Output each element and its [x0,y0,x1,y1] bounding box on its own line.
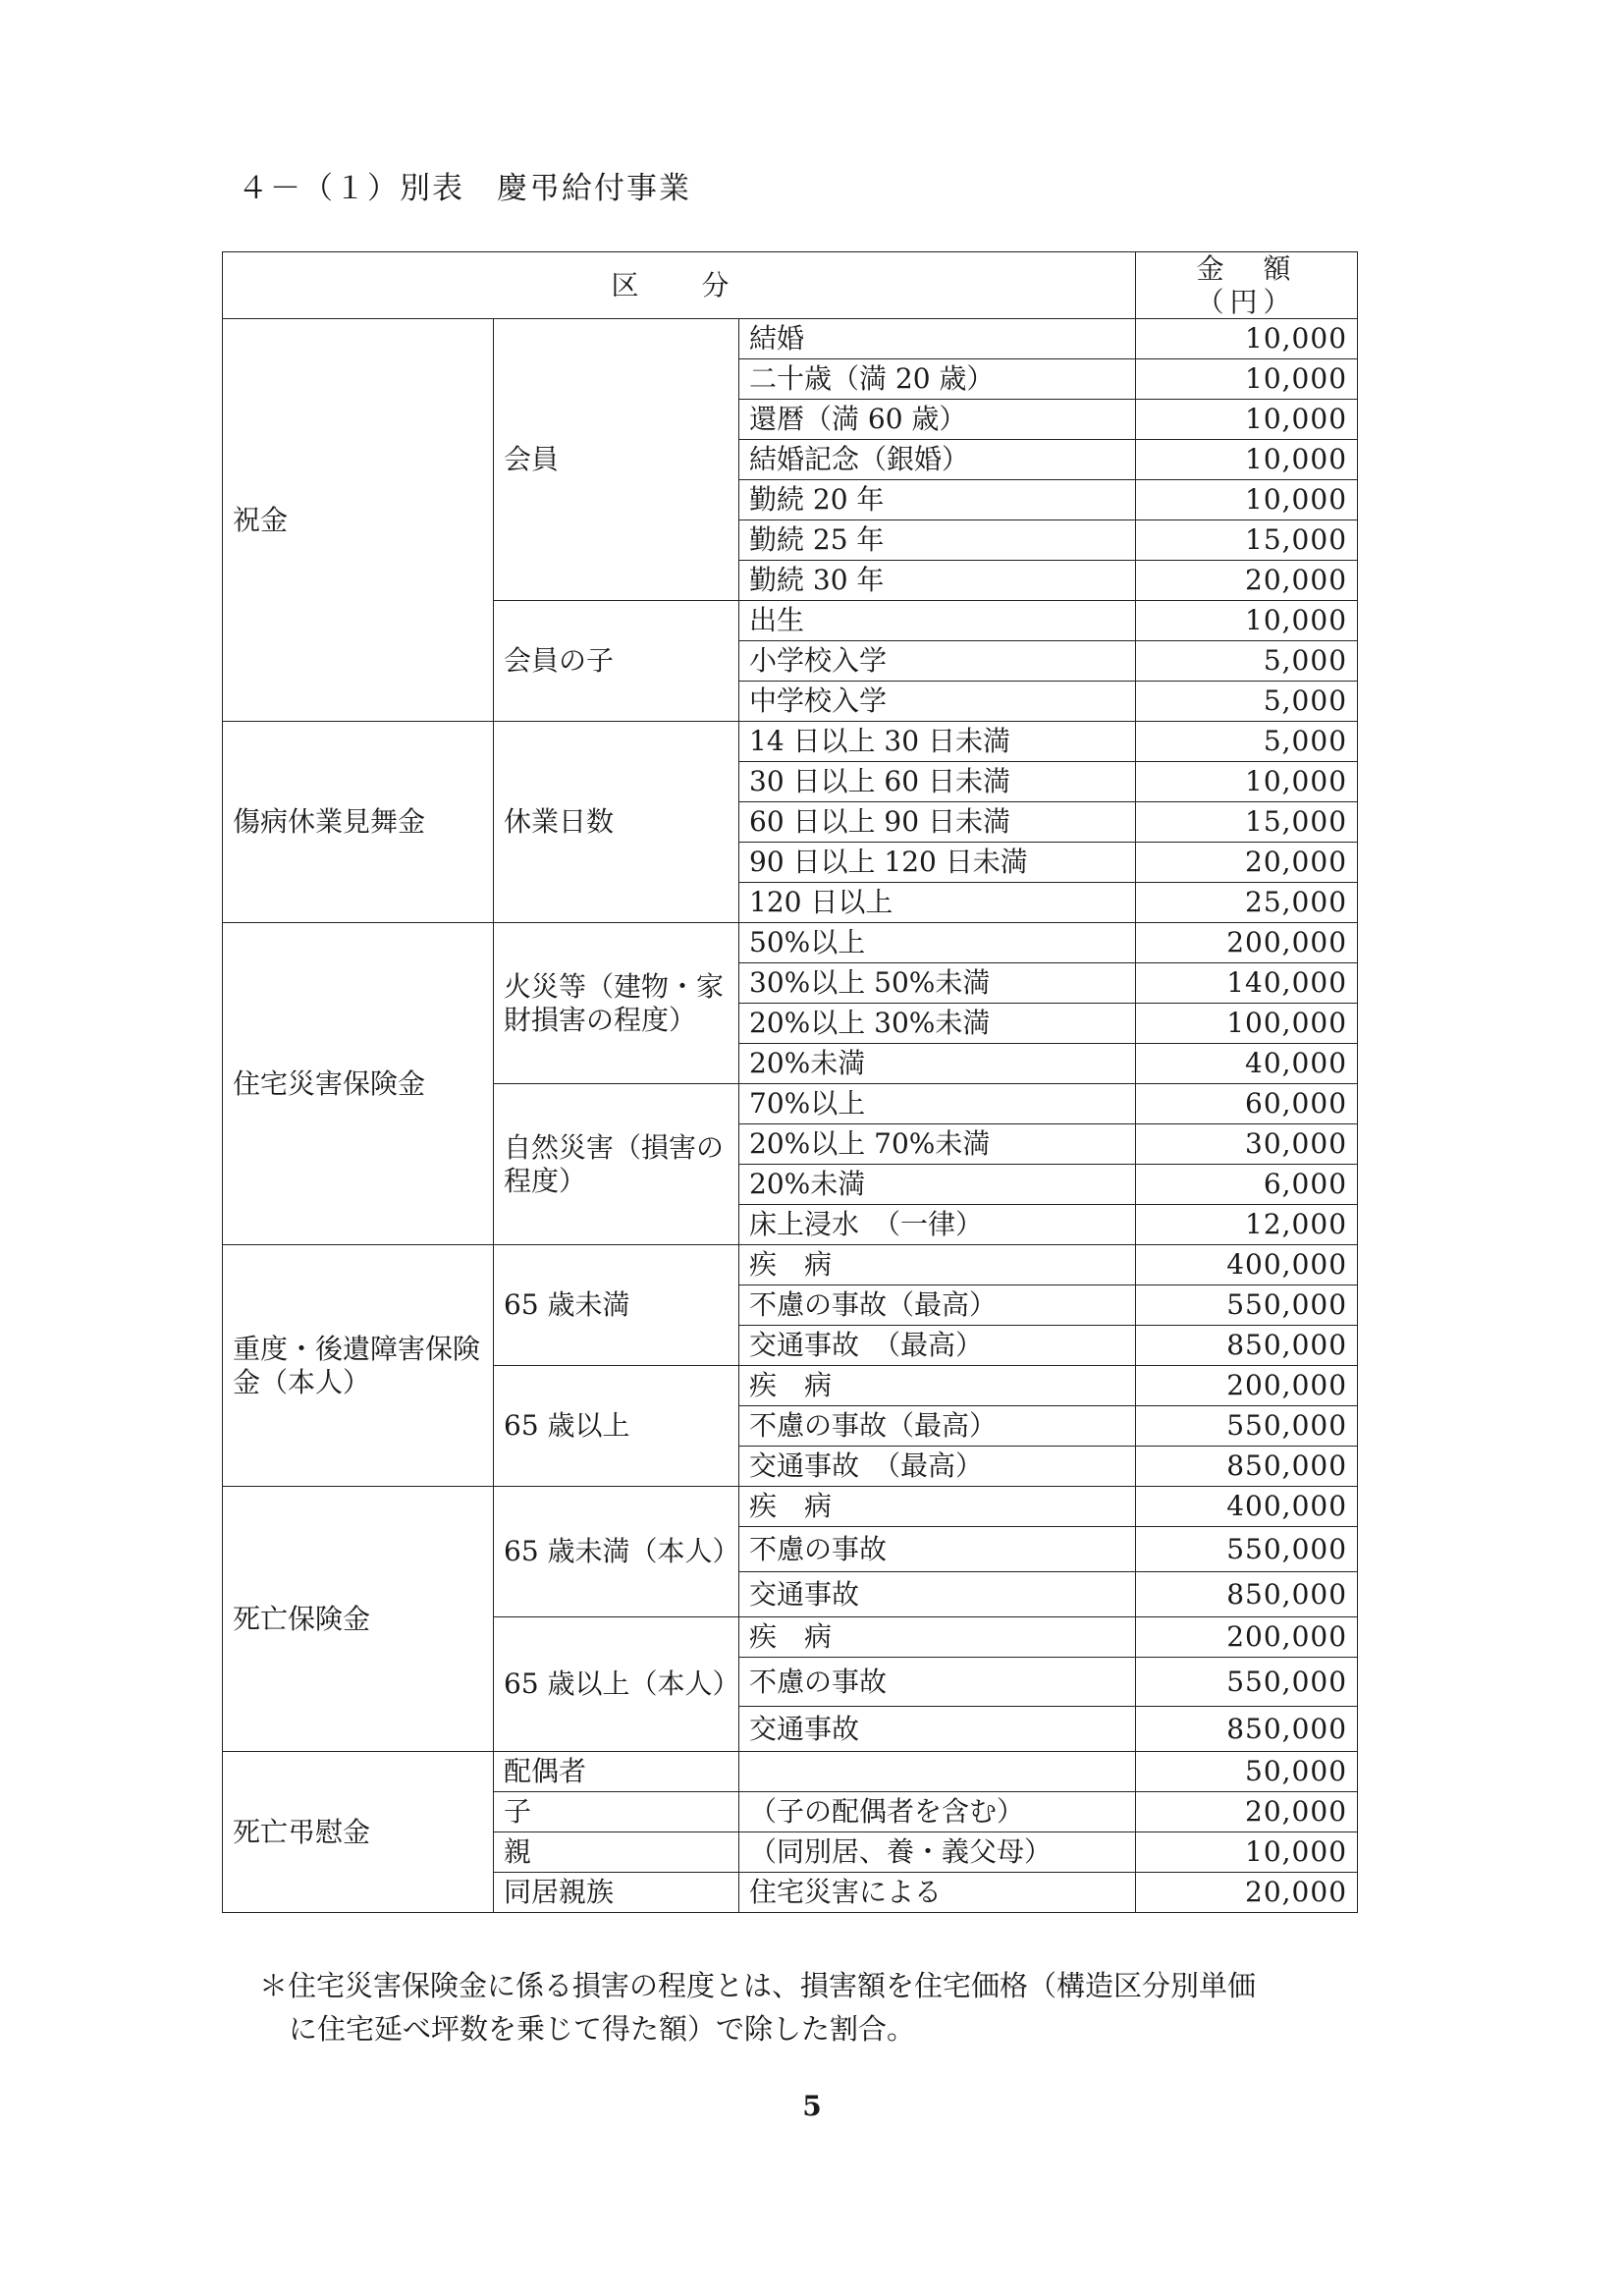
item-cell: 交通事故 [739,1707,1136,1752]
subcategory-cell: 自然災害（損害の程度） [494,1084,739,1245]
amount-cell: 50,000 [1136,1752,1358,1792]
item-cell: 20%未満 [739,1044,1136,1084]
subcategory-cell: 同居親族 [494,1873,739,1913]
amount-cell: 30,000 [1136,1124,1358,1165]
amount-cell: 25,000 [1136,883,1358,923]
amount-cell: 10,000 [1136,319,1358,359]
amount-cell: 20,000 [1136,1792,1358,1832]
subcategory-cell: 子 [494,1792,739,1832]
amount-cell: 40,000 [1136,1044,1358,1084]
amount-cell: 10,000 [1136,480,1358,520]
amount-cell: 60,000 [1136,1084,1358,1124]
item-cell: （同別居、養・義父母） [739,1832,1136,1873]
subcategory-cell: 会員 [494,319,739,601]
item-cell: 勤続 30 年 [739,561,1136,601]
item-cell: 90 日以上 120 日未満 [739,843,1136,883]
amount-cell: 10,000 [1136,359,1358,400]
category-cell: 重度・後遺障害保険金（本人） [223,1245,494,1487]
item-cell: 疾 病 [739,1617,1136,1658]
item-cell: 20%以上 30%未満 [739,1004,1136,1044]
table-row [223,1487,1358,1527]
amount-cell: 850,000 [1136,1326,1358,1366]
category-cell: 死亡弔慰金 [223,1752,494,1913]
amount-cell: 10,000 [1136,400,1358,440]
item-cell: 疾 病 [739,1487,1136,1527]
subcategory-cell: 65 歳未満（本人） [494,1487,739,1617]
amount-cell: 20,000 [1136,561,1358,601]
item-cell: 20%以上 70%未満 [739,1124,1136,1165]
table-row [223,923,1358,963]
item-cell: 20%未満 [739,1165,1136,1205]
amount-cell: 550,000 [1136,1527,1358,1572]
subcategory-cell: 会員の子 [494,601,739,722]
item-cell: 結婚記念（銀婚） [739,440,1136,480]
table-row [223,1245,1358,1285]
amount-cell: 10,000 [1136,601,1358,641]
item-cell: 交通事故 （最高） [739,1326,1136,1366]
item-cell: 交通事故 [739,1572,1136,1617]
footnote [259,1964,1349,2050]
item-cell: 住宅災害による [739,1873,1136,1913]
table-header-row [223,252,1358,319]
item-cell: 70%以上 [739,1084,1136,1124]
item-cell: 不慮の事故（最高） [739,1406,1136,1447]
item-cell: 勤続 20 年 [739,480,1136,520]
subcategory-cell: 火災等（建物・家財損害の程度） [494,923,739,1084]
item-cell: 疾 病 [739,1366,1136,1406]
amount-cell: 850,000 [1136,1447,1358,1487]
benefits-table [222,251,1358,1913]
subcategory-cell: 親 [494,1832,739,1873]
amount-cell: 5,000 [1136,682,1358,722]
amount-cell: 550,000 [1136,1658,1358,1707]
amount-cell: 200,000 [1136,1366,1358,1406]
item-cell: 床上浸水 （一律） [739,1205,1136,1245]
item-cell: 14 日以上 30 日未満 [739,722,1136,762]
amount-cell: 20,000 [1136,843,1358,883]
table-row [223,722,1358,762]
item-cell: 勤続 25 年 [739,520,1136,561]
amount-cell: 200,000 [1136,1617,1358,1658]
item-cell: 結婚 [739,319,1136,359]
footnote-line-1: ＊住宅災害保険金に係る損害の程度とは、損害額を住宅価格（構造区分別単価 [259,1969,1257,2002]
page-number: 5 [802,2090,822,2122]
item-cell: 120 日以上 [739,883,1136,923]
footnote-line-2: に住宅延べ坪数を乗じて得た額）で除した割合。 [289,2012,916,2046]
amount-cell: 550,000 [1136,1406,1358,1447]
item-cell: 疾 病 [739,1245,1136,1285]
category-header: 区 分 [223,252,1136,319]
subcategory-cell: 配偶者 [494,1752,739,1792]
subcategory-cell: 休業日数 [494,722,739,923]
item-cell: 30 日以上 60 日未満 [739,762,1136,802]
item-cell: 不慮の事故（最高） [739,1285,1136,1326]
item-cell: （子の配偶者を含む） [739,1792,1136,1832]
item-cell: 50%以上 [739,923,1136,963]
item-cell [739,1752,1136,1792]
item-cell: 小学校入学 [739,641,1136,682]
amount-cell: 200,000 [1136,923,1358,963]
table-row [223,319,1358,359]
page-title: ４－（１）別表 慶弔給付事業 [238,171,691,206]
category-cell: 傷病休業見舞金 [223,722,494,923]
amount-cell: 850,000 [1136,1707,1358,1752]
amount-cell: 400,000 [1136,1487,1358,1527]
category-cell: 死亡保険金 [223,1487,494,1752]
subcategory-cell: 65 歳以上（本人） [494,1617,739,1752]
item-cell: 60 日以上 90 日未満 [739,802,1136,843]
amount-cell: 550,000 [1136,1285,1358,1326]
amount-cell: 10,000 [1136,1832,1358,1873]
item-cell: 交通事故 （最高） [739,1447,1136,1487]
amount-header: 金 額 （円） [1136,252,1358,319]
amount-cell: 12,000 [1136,1205,1358,1245]
item-cell: 出生 [739,601,1136,641]
amount-cell: 100,000 [1136,1004,1358,1044]
item-cell: 還暦（満 60 歳） [739,400,1136,440]
category-cell: 祝金 [223,319,494,722]
item-cell: 不慮の事故 [739,1527,1136,1572]
item-cell: 30%以上 50%未満 [739,963,1136,1004]
amount-cell: 140,000 [1136,963,1358,1004]
subcategory-cell: 65 歳未満 [494,1245,739,1366]
amount-cell: 850,000 [1136,1572,1358,1617]
amount-cell: 10,000 [1136,440,1358,480]
amount-cell: 5,000 [1136,722,1358,762]
amount-cell: 5,000 [1136,641,1358,682]
amount-cell: 6,000 [1136,1165,1358,1205]
item-cell: 中学校入学 [739,682,1136,722]
category-cell: 住宅災害保険金 [223,923,494,1245]
item-cell: 二十歳（満 20 歳） [739,359,1136,400]
table-row [223,1752,1358,1792]
amount-cell: 20,000 [1136,1873,1358,1913]
amount-cell: 15,000 [1136,520,1358,561]
amount-cell: 400,000 [1136,1245,1358,1285]
item-cell: 不慮の事故 [739,1658,1136,1707]
subcategory-cell: 65 歳以上 [494,1366,739,1487]
amount-cell: 10,000 [1136,762,1358,802]
amount-cell: 15,000 [1136,802,1358,843]
